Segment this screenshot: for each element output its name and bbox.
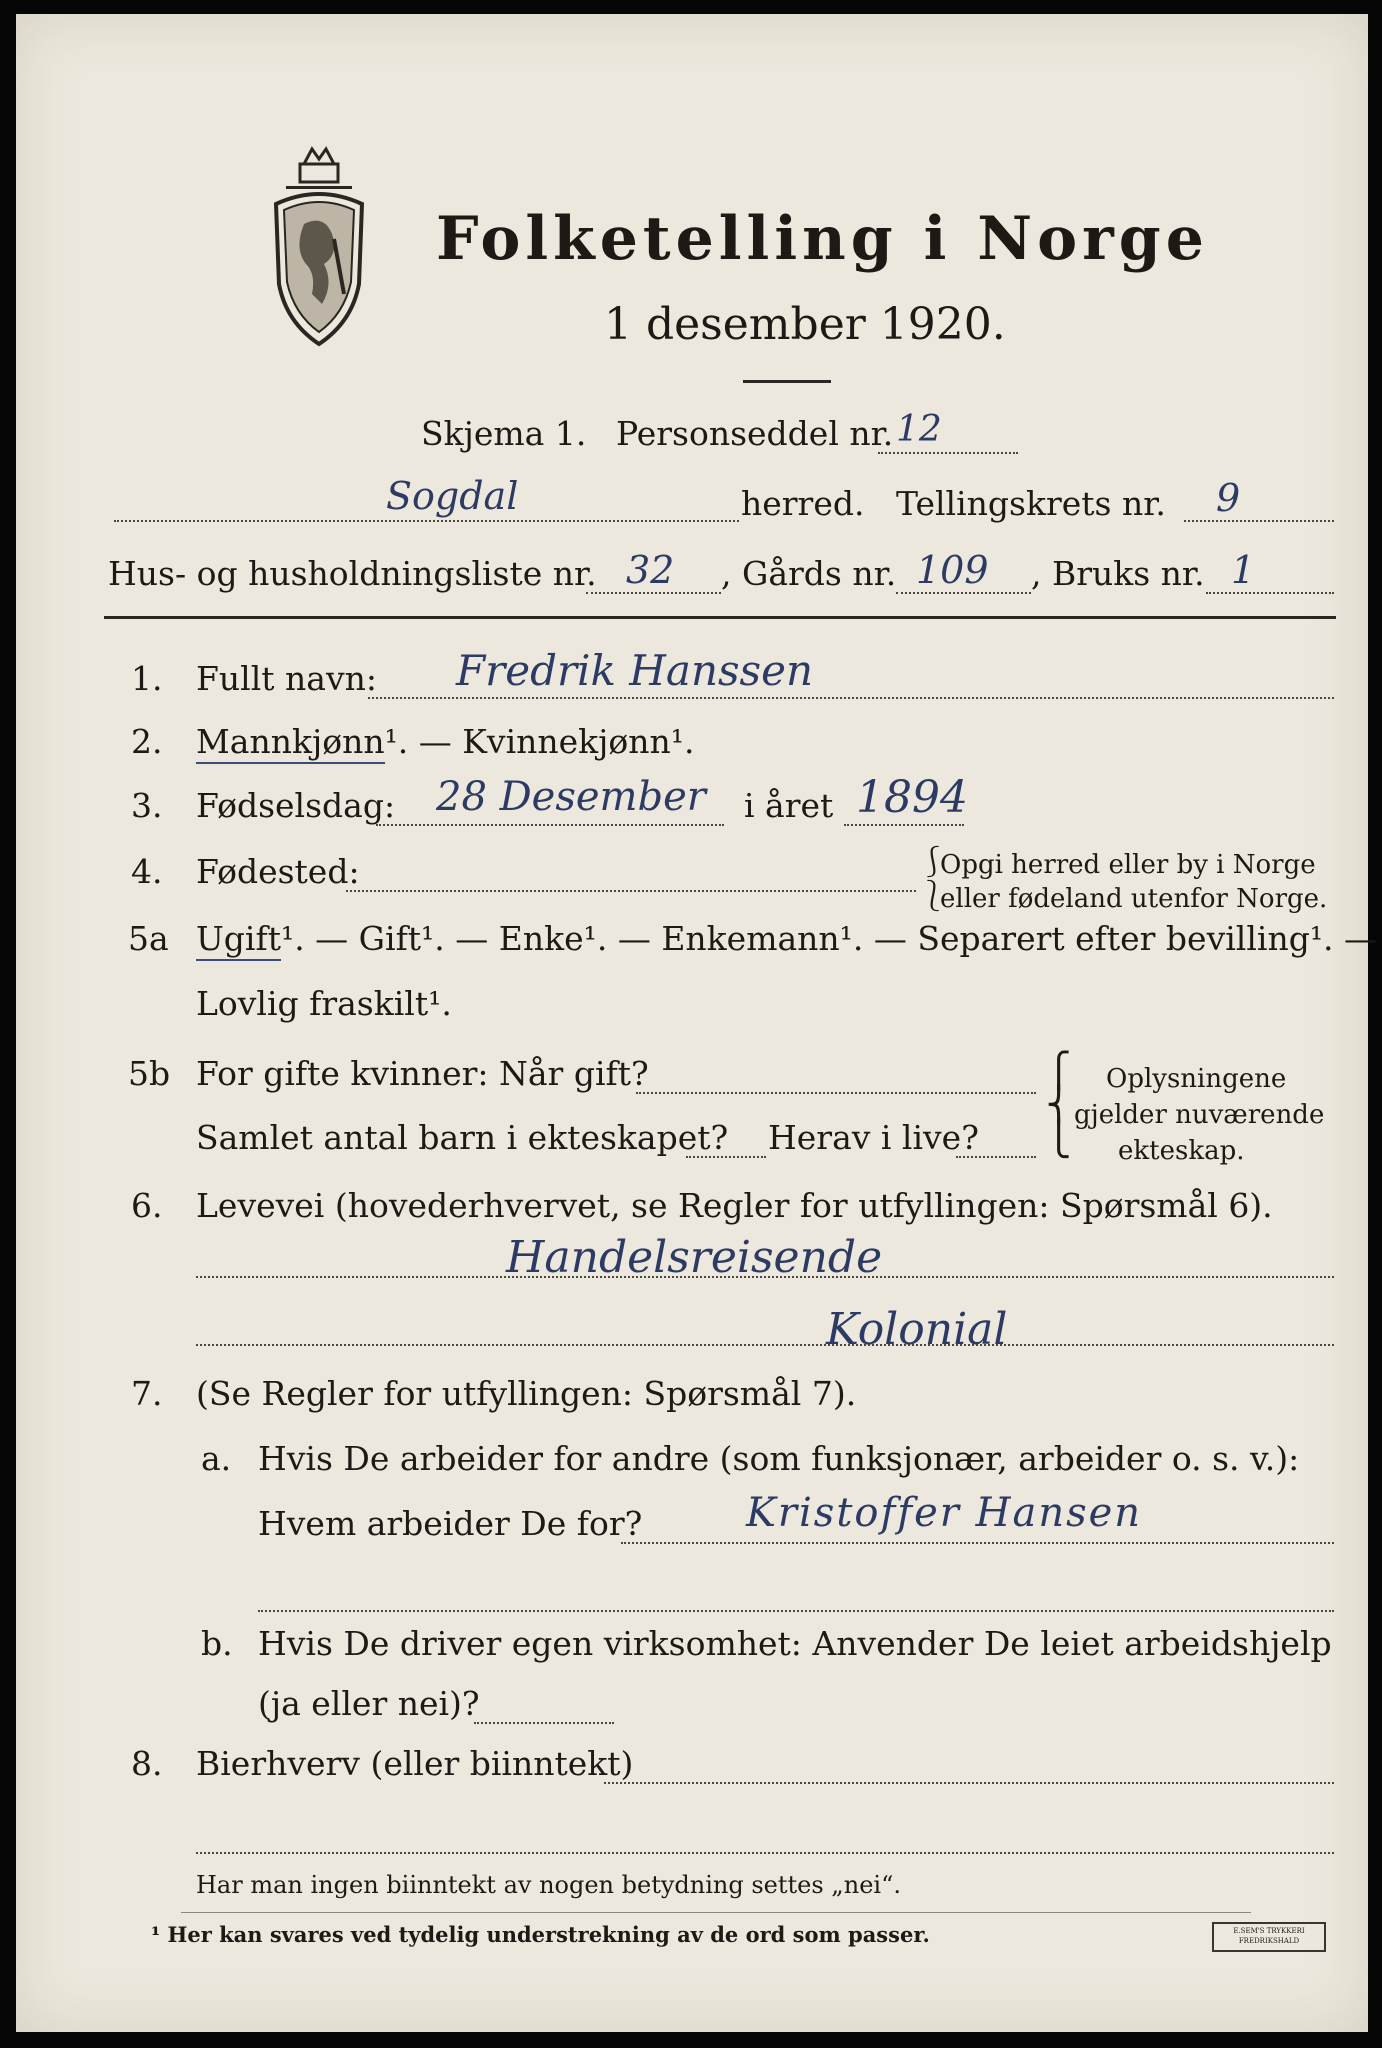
q5a-line2: Lovlig fraskilt¹. [196,984,452,1023]
q1-label: Fullt navn: [196,659,377,698]
census-date: 1 desember 1920. [604,299,1006,350]
q7a-line-1 [621,1542,1334,1544]
q4-label: Fødested: [196,852,360,891]
q7-number: 7. [131,1374,163,1413]
q6-label: Levevei (hovederhvervet, se Regler for utfyllingen: Spørsmål 6). [196,1186,1273,1225]
q7a-label-2: Hvem arbeider De for? [258,1504,643,1543]
q5b-note-3: ekteskap. [1118,1136,1245,1166]
q7b-label-2: (ja eller nei)? [258,1684,480,1723]
q3-value: 28 Desember [436,774,706,820]
q5b-number: 5b [128,1054,171,1093]
personseddel-label: Personseddel nr. [616,414,894,453]
personseddel-value: 12 [896,409,942,450]
q5b-label-2: Samlet antal barn i ekteskapet? [196,1118,729,1157]
header-rule [104,616,1336,619]
herred-value: Sogdal [386,474,519,518]
q5b-brace: ⎧ ⎨ ⎩ [1046,1051,1072,1159]
q3-label: Fødselsdag: [196,786,396,825]
q8-number: 8. [131,1744,163,1783]
q5b-line-2 [686,1156,766,1158]
q5a-options [196,919,1377,958]
herred-line [114,520,739,522]
q5b-label-1: For gifte kvinner: Når gift? [196,1054,649,1093]
q7b-label-1: Hvis De driver egen virksomhet: Anvender De leiet arbeidshjelp [258,1624,1332,1663]
gards-value: 109 [916,548,989,592]
q7a-letter: a. [201,1439,232,1478]
q2-number: 2. [131,722,163,761]
gards-label: , Gårds nr. [721,554,897,593]
hus-label: Hus- og husholdningsliste nr. [108,554,597,593]
skjema-label: Skjema 1. [421,414,587,453]
q4-note-2: eller fødeland utenfor Norge. [940,884,1328,914]
bruks-label: , Bruks nr. [1031,554,1205,593]
printer-stamp: E.SEM'S TRYKKERI FREDRIKSHALD [1212,1922,1326,1952]
q8-note: Har man ingen biinntekt av nogen betydning settes „nei“. [196,1871,901,1899]
bruks-line [1206,592,1334,594]
q6-number: 6. [131,1186,163,1225]
q2-male-option: Mannkjønn [196,722,385,764]
q7-label: (Se Regler for utfyllingen: Spørsmål 7). [196,1374,857,1413]
footnote-rule [181,1912,1251,1913]
q4-line [346,890,916,892]
q4-note-1: Opgi herred eller by i Norge [940,850,1316,880]
bruks-value: 1 [1231,548,1256,592]
coat-of-arms-icon [264,144,374,354]
q3-line [376,824,724,826]
q7a-line-2 [258,1610,1334,1612]
title-divider [743,380,831,383]
q5b-label-3: Herav i live? [768,1118,979,1157]
q3-year-label: i året [744,786,834,825]
q7a-label-1: Hvis De arbeider for andre (som funksjonær, arbeider o. s. v.): [258,1439,1300,1478]
q8-line-1 [604,1782,1334,1784]
hus-line [586,592,721,594]
q1-number: 1. [131,659,163,698]
hus-value: 32 [626,548,675,592]
q5b-line-3 [956,1156,1036,1158]
census-form-page [16,14,1378,2032]
q6-value-2: Kolonial [826,1304,1008,1355]
q5b-note-1: Oplysningene [1106,1064,1287,1094]
herred-label: herred. [741,484,865,523]
q4-number: 4. [131,852,163,891]
q5a-number: 5a [128,919,169,958]
q2-options [196,722,695,761]
q4-brace: ⎰ ⎱ [918,845,948,914]
q6-value-1: Handelsreisende [506,1232,883,1283]
q8-line-2 [196,1852,1334,1854]
q7a-value: Kristoffer Hansen [746,1490,1143,1536]
q1-line [368,697,1334,699]
tellingskrets-label: Tellingskrets nr. [896,484,1166,523]
q5b-line-1 [636,1092,1036,1094]
form-title: Folketelling i Norge [436,204,1209,274]
tellingskrets-value: 9 [1216,476,1241,520]
footnote: ¹ Her kan svares ved tydelig understrekning av de ord som passer. [151,1922,930,1947]
q3-number: 3. [131,786,163,825]
q3-year-value: 1894 [856,772,968,823]
q6-line-2 [196,1344,1334,1346]
personseddel-line [878,452,1018,454]
q1-value: Fredrik Hanssen [456,646,813,695]
q5a-rest-options: ¹. — Gift¹. — Enke¹. — Enkemann¹. — Separert efter bevilling¹. — [280,919,1378,958]
tellingskrets-line [1184,520,1334,522]
q5b-note-2: gjelder nuværende [1074,1100,1325,1130]
q3-year-line [844,824,964,826]
q5a-ugift-option: Ugift [196,919,281,961]
q7b-letter: b. [201,1624,233,1663]
q7b-line [474,1722,614,1724]
q2-rest-options: ¹. — Kvinnekjønn¹. [384,722,695,761]
q8-label: Bierhverv (eller biinntekt) [196,1744,634,1783]
gards-line [896,592,1031,594]
